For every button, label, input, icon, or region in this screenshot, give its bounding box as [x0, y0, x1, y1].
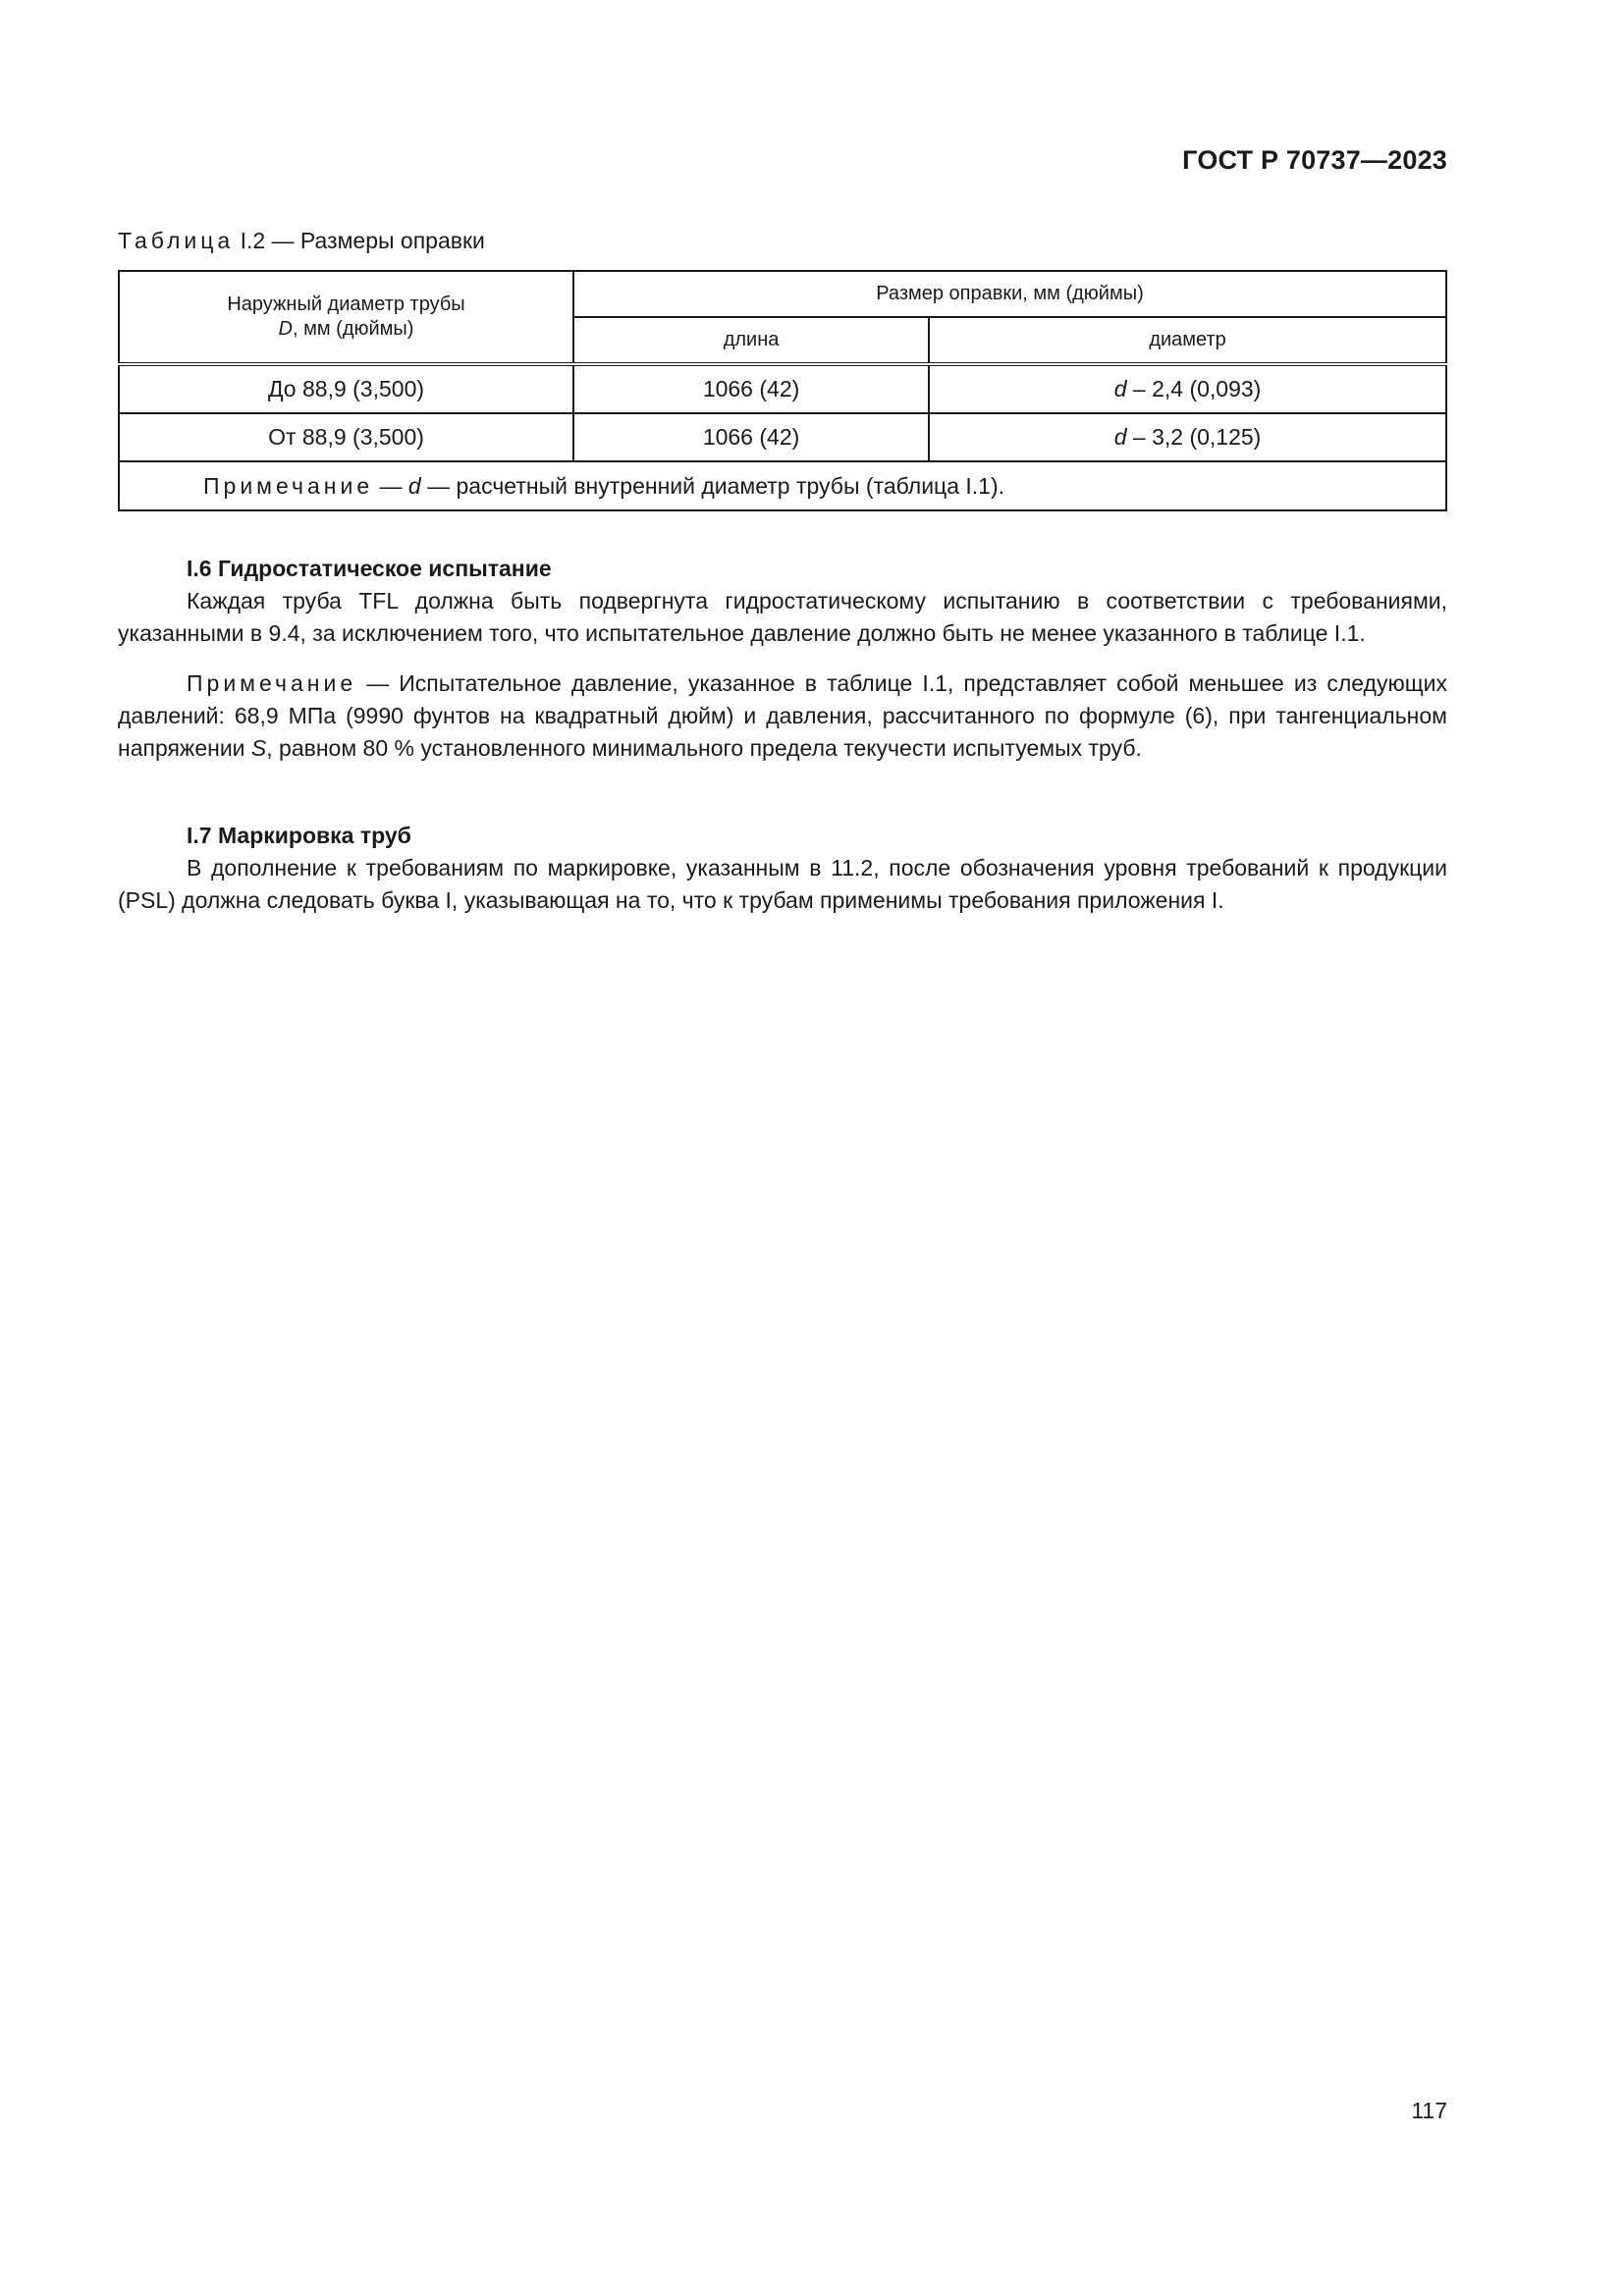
page-number: 117 — [1411, 2098, 1447, 2123]
col-header-length: длина — [573, 317, 929, 364]
table-note-row — [119, 461, 1446, 510]
col-header-mandrel-size: Размер оправки, мм (дюймы) — [573, 271, 1446, 317]
section-i7-heading: I.7 Маркировка труб — [187, 823, 411, 848]
cell-length: 1066 (42) — [573, 413, 929, 461]
mandrel-size-table — [118, 270, 1447, 511]
cell-outer-diameter: От 88,9 (3,500) — [119, 413, 573, 461]
document-id: ГОСТ Р 70737—2023 — [1182, 145, 1447, 175]
section-i6 — [118, 553, 1447, 765]
table-header-row — [119, 271, 1446, 317]
section-i6-note: Примечание — Испытательное давление, указанное в таблице I.1, представляет собой меньшее из следующих давлений: 68,9 МПа (9990 фунтов на квадратный дюйм) и давления, рассчитанного по формуле (6), при тангенциальном напряжении S, равном 80 % установленного минимального предела текучести испытуемых труб. — [118, 670, 1447, 761]
table-row — [119, 364, 1446, 413]
table-caption-title: I.2 — Размеры оправки — [240, 228, 485, 253]
table-row — [119, 413, 1446, 461]
section-i6-paragraph: Каждая труба TFL должна быть подвергнута гидростатическому испытанию в соответствии с требованиями, указанными в 9.4, за исключением того, что испытательное давление должно быть не менее указанного в таблице I.1. — [118, 588, 1447, 646]
section-i7 — [118, 820, 1447, 917]
cell-mandrel-diameter: d – 3,2 (0,125) — [929, 413, 1446, 461]
table-caption-word: Таблица — [118, 228, 235, 253]
cell-length: 1066 (42) — [573, 364, 929, 413]
cell-mandrel-diameter: d – 2,4 (0,093) — [929, 364, 1446, 413]
col-header-diameter: диаметр — [929, 317, 1446, 364]
cell-outer-diameter: До 88,9 (3,500) — [119, 364, 573, 413]
table-caption — [118, 228, 485, 254]
section-i7-paragraph: В дополнение к требованиям по маркировке, указанным в 11.2, после обозначения уровня требований к продукции (PSL) должна следовать буква I, указывающая на то, что к трубам применимы требования приложения I. — [118, 855, 1447, 913]
section-i6-heading: I.6 Гидростатическое испытание — [187, 556, 552, 581]
col-header-outer-diameter: Наружный диаметр трубы D, мм (дюймы) — [119, 271, 573, 364]
table-note: Примечание — d — расчетный внутренний диаметр трубы (таблица I.1). — [119, 461, 1446, 510]
